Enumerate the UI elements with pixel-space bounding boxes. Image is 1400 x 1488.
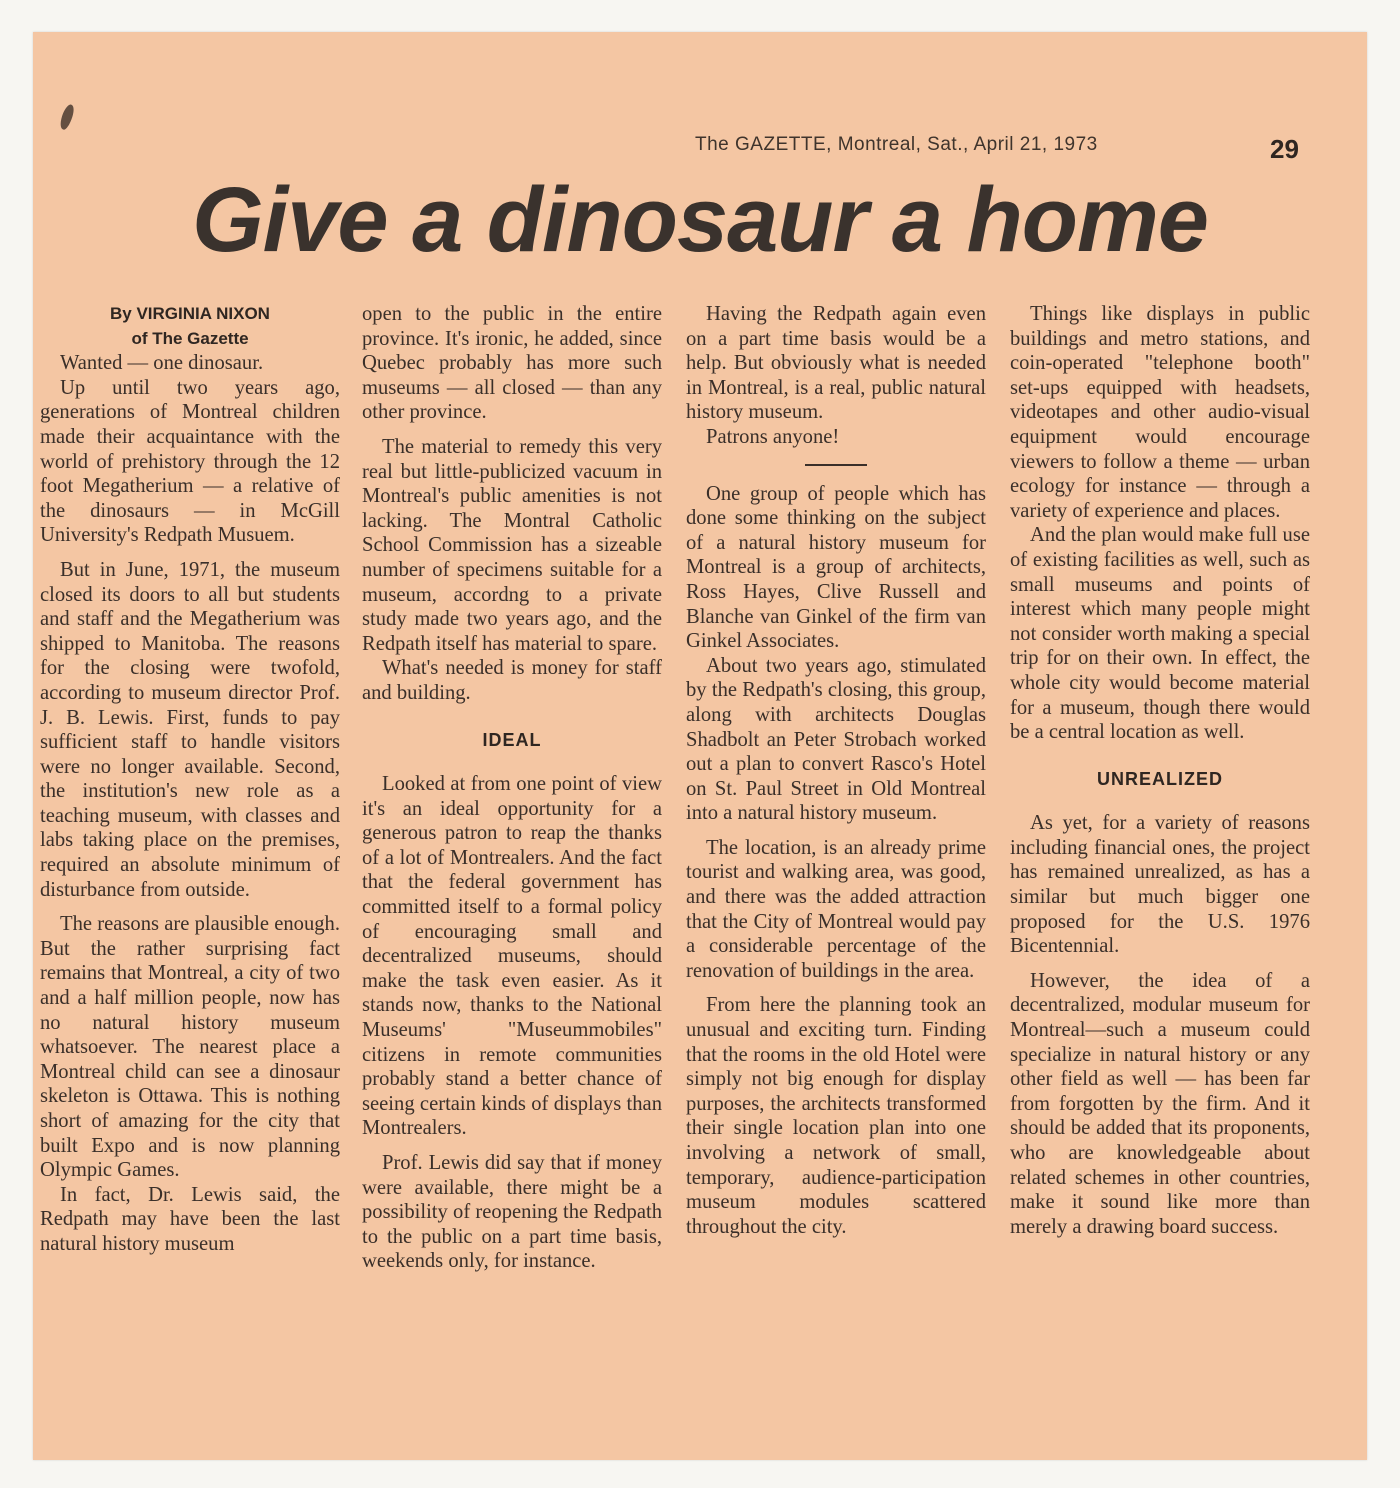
paragraph: However, the idea of a decentralized, modular museum for Montreal—such a museum could specialize in natural history or any other field as well — has been far from forgotten by the firm. And it should be added that its proponents, who are knowledgeable about related schemes in other countries, make it sound like more than merely a drawing board success. (1010, 969, 1310, 1238)
paragraph: But in June, 1971, the museum closed its doors to all but students and staff and the Megatherium was shipped to Manitoba. The reasons for the closing were twofold, according to museum director Prof. J. B. Lewis. First, funds to pay sufficient staff to handle visitors were no longer available. Second, the institution's new role as a teaching museum, with classes and labs taking place on the premises, required an absolute minimum of disturbance from outside. (40, 558, 340, 901)
paragraph: Up until two years ago, generations of Montreal children made their acquaintance with the world of prehistory through the 12 foot Megatherium — a relative of the dinosaurs — in McGill University's Redpath Musuem. (40, 376, 340, 547)
paragraph: Prof. Lewis did say that if money were available, there might be a possibility of reopening the Redpath to the public on a part time basis, weekends only, for instance. (362, 1152, 662, 1273)
article-column-3 (686, 302, 986, 1239)
section-divider (805, 464, 867, 466)
paragraph: In fact, Dr. Lewis said, the Redpath may have been the last natural history museum (40, 1183, 340, 1255)
paragraph: Wanted — one dinosaur. (60, 352, 264, 375)
paragraph: Having the Redpath again even on a part time basis would be a help. But obviously what is needed in Montreal, is a real, public natural history museum. (686, 303, 986, 424)
byline-org: of The Gazette (131, 328, 249, 348)
paragraph: What's needed is money for staff and building. (362, 657, 662, 704)
paragraph: One group of people which has done some thinking on the subject of a natural history museum for Montreal is a group of architects, Ross Hayes, Clive Russell and Blanche van Ginkel of the firm van Ginkel Associates. (686, 482, 986, 653)
paragraph: Looked at from one point of view it's an ideal opportunity for a generous patron to reap the thanks of a lot of Montrealers. And the fact that the federal government has committed itself to a formal policy of encouraging small and decentralized museums, should make the task even easier. As it stands now, thanks to the National Museums' "Museummobiles" citizens in remote communities probably stand a better chance of seeing certain kinds of displays than Montrealers. (362, 773, 662, 1140)
paragraph: The reasons are plausible enough. But the rather surprising fact remains that Montreal, a city of two and a half million people, now has no natural history museum whatsoever. The nearest place a Montreal child can see a dinosaur skeleton is Ottawa. This is nothing short of amazing for the city that built Expo and is now planning Olympic Games. (40, 913, 340, 1182)
article-column-4 (1010, 302, 1310, 1239)
headline: Give a dinosaur a home (192, 169, 1208, 271)
paragraph: About two years ago, stimulated by the Redpath's closing, this group, along with architects Douglas Shadbolt an Peter Strobach worked out a plan to convert Rasco's Hotel on St. Paul Street in Old Montreal into a natural history museum. (686, 654, 986, 825)
article-column-1 (40, 302, 340, 1257)
paragraph: Patrons anyone! (706, 425, 840, 448)
dateline: The GAZETTE, Montreal, Sat., April 21, 1973 (695, 134, 1098, 155)
paragraph: As yet, for a variety of reasons including financial ones, the project has remained unrealized, as has a similar but much bigger one proposed for the U.S. 1976 Bicentennial. (1010, 812, 1310, 958)
paragraph: open to the public in the entire province. It's ironic, he added, since Quebec probably has more such museums — all closed — than any other province. (362, 303, 662, 424)
article-column-2 (362, 302, 662, 1274)
page-number: 29 (1270, 134, 1299, 164)
subhead-unrealized: UNREALIZED (1097, 768, 1223, 789)
subhead-ideal: IDEAL (482, 729, 542, 750)
paragraph: The material to remedy this very real but little-publicized vacuum in Montreal's public amenities is not lacking. The Montral Catholic School Commission has a sizeable number of specimens suitable for a museum, accordng to a private study made two years ago, and the Redpath itself has material to spare. (362, 435, 662, 655)
paragraph: And the plan would make full use of existing facilities as well, such as small museums and points of interest which many people might not consider worth making a special trip for on their own. In effect, the whole city would become material for a museum, though there would be a central location as well. (1010, 524, 1310, 744)
paragraph: Things like displays in public buildings and metro stations, and coin-operated "telephone booth" set-ups equipped with headsets, videotapes and other audio-visual equipment would encourage viewers to follow a theme — urban ecology for instance — through a variety of experience and places. (1010, 303, 1310, 522)
paragraph: From here the planning took an unusual and exciting turn. Finding that the rooms in the old Hotel were simply not big enough for display purposes, the architects transformed their single location plan into one involving a network of small, temporary, audience-participation museum modules scattered throughout the city. (686, 994, 986, 1238)
paragraph: The location, is an already prime tourist and walking area, was good, and there was the added attraction that the City of Montreal would pay a considerable percentage of the renovation of buildings in the area. (686, 836, 986, 982)
byline: By VIRGINIA NIXON (110, 304, 270, 323)
